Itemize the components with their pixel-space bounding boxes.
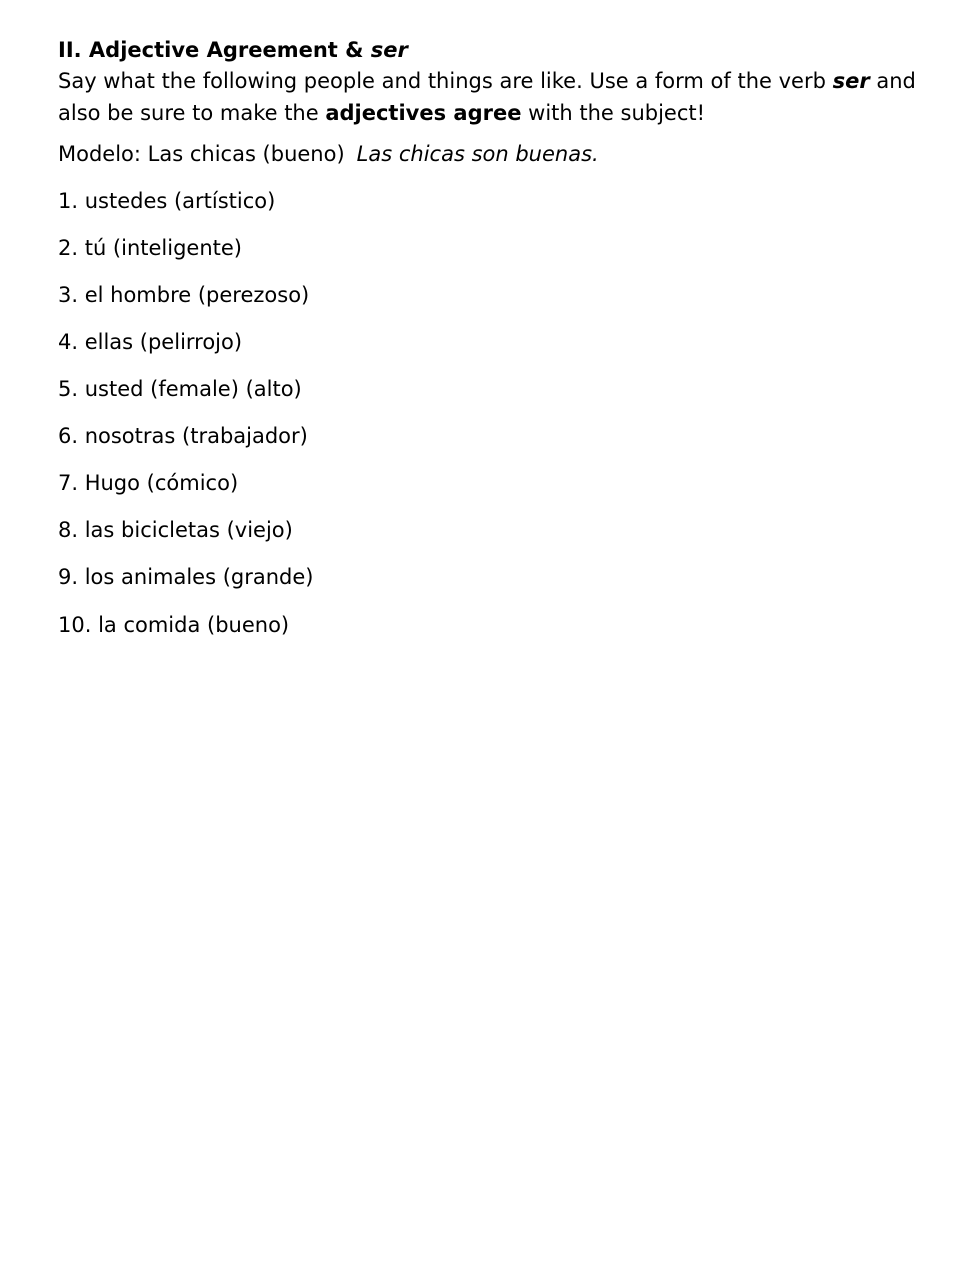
exercise-item-1: 1. ustedes (artístico) [58, 189, 276, 213]
exercise-item-5: 5. usted (female) (alto) [58, 377, 302, 401]
heading-text: II. Adjective Agreement & [58, 38, 371, 62]
modelo-example [58, 139, 599, 169]
section-heading [58, 35, 408, 65]
exercise-item-10: 10. la comida (bueno) [58, 613, 290, 637]
instructions-emphasis: adjectives agree [325, 101, 522, 125]
instructions [58, 65, 928, 129]
instructions-part1: Say what the following people and things are like. Use a form of the verb [58, 69, 833, 93]
exercise-item-2: 2. tú (inteligente) [58, 236, 242, 260]
exercise-item-7: 7. Hugo (cómico) [58, 471, 239, 495]
instructions-part2: and also be sure to make the [58, 69, 916, 125]
instructions-part3: with the subject! [521, 101, 706, 125]
heading-verb: ser [370, 38, 408, 62]
exercise-item-4: 4. ellas (pelirrojo) [58, 330, 243, 354]
modelo-answer: Las chicas son buenas. [356, 142, 599, 166]
modelo-prompt: Modelo: Las chicas (bueno) [58, 142, 345, 166]
exercise-item-6: 6. nosotras (trabajador) [58, 424, 308, 448]
exercise-item-9: 9. los animales (grande) [58, 565, 314, 589]
exercise-item-3: 3. el hombre (perezoso) [58, 283, 310, 307]
exercise-item-8: 8. las bicicletas (viejo) [58, 518, 293, 542]
instructions-verb: ser [832, 69, 870, 93]
